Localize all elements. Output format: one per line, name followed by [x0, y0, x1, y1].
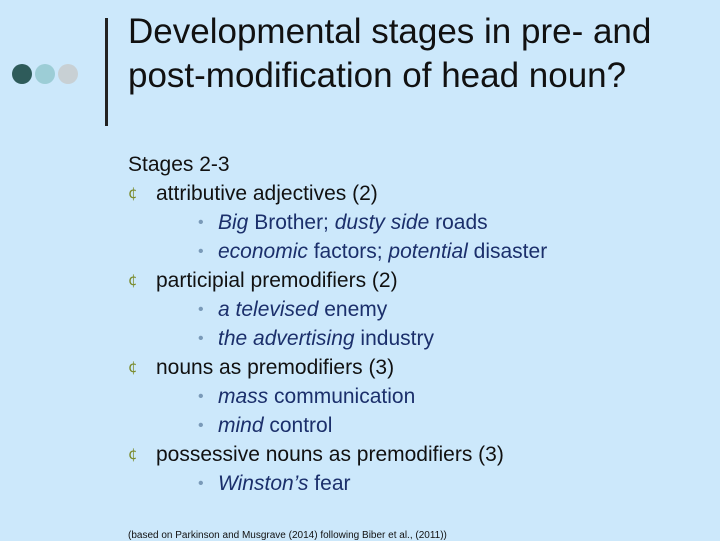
example-italic-text: Winston’s [218, 472, 309, 495]
example-italic-text: mass [218, 385, 269, 408]
example-italic-text: Big [218, 211, 249, 234]
example-text: Brother; [248, 211, 335, 234]
slide-title: Developmental stages in pre- and post-modification of head noun? [128, 12, 652, 95]
list-item-label: nouns as premodifiers (3) [156, 356, 395, 379]
example-item [128, 324, 698, 353]
example-text: enemy [318, 298, 388, 321]
sub-bullet-icon: • [198, 243, 204, 260]
bullet-icon: ¢ [128, 271, 138, 289]
list-item [128, 440, 698, 469]
sub-bullet-icon: • [198, 214, 204, 231]
list-item-label: possessive nouns as premodifiers (3) [156, 443, 504, 466]
list-item-label: attributive adjectives (2) [156, 182, 378, 205]
example-italic-text: potential [388, 240, 468, 263]
sub-bullet-icon: • [198, 301, 204, 318]
example-item [128, 208, 698, 237]
example-text: communication [268, 385, 416, 408]
example-italic-text: dusty side [334, 211, 430, 234]
bullet-icon: ¢ [128, 184, 138, 202]
example-italic-text: mind [218, 414, 264, 437]
list-item [128, 179, 698, 208]
sub-bullet-icon: • [198, 475, 204, 492]
bullet-icon: ¢ [128, 358, 138, 376]
sub-bullet-icon: • [198, 330, 204, 347]
example-text: control [263, 414, 333, 437]
example-text: disaster [467, 240, 548, 263]
example-text: fear [308, 472, 351, 495]
sub-bullet-icon: • [198, 388, 204, 405]
example-italic-text: economic [218, 240, 308, 263]
example-italic-text: a televised [218, 298, 319, 321]
bullet-icon: ¢ [128, 445, 138, 463]
example-text: industry [354, 327, 434, 350]
example-item [128, 382, 698, 411]
dot-mid [35, 64, 55, 84]
example-item [128, 237, 698, 266]
list-item [128, 266, 698, 295]
title-divider [105, 18, 108, 126]
example-text: roads [429, 211, 488, 234]
body-heading: Stages 2-3 [128, 153, 230, 176]
bullet-list [128, 179, 698, 498]
example-italic-text: the advertising [218, 327, 355, 350]
slide-body [128, 150, 698, 498]
example-item [128, 469, 698, 498]
decorative-dots [12, 64, 78, 84]
sub-bullet-icon: • [198, 417, 204, 434]
list-item [128, 353, 698, 382]
dot-light [58, 64, 78, 84]
example-text: factors; [307, 240, 389, 263]
example-item [128, 411, 698, 440]
footnote: (based on Parkinson and Musgrave (2014) following Biber et al., (2011)) [128, 530, 447, 541]
example-item [128, 295, 698, 324]
list-item-label: participial premodifiers (2) [156, 269, 398, 292]
dot-dark [12, 64, 32, 84]
